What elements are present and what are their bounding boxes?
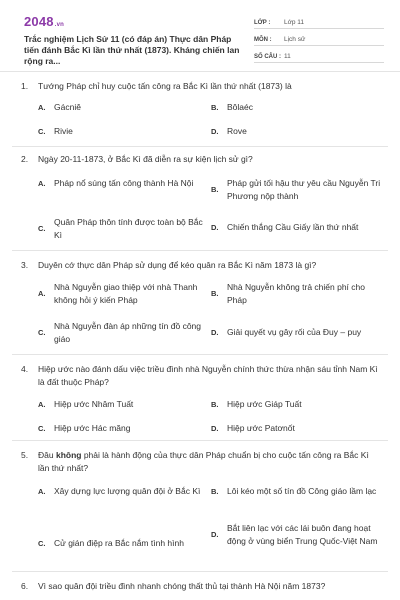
meta-label: MÔN : — [254, 37, 272, 43]
meta-value[interactable]: Lịch sử — [284, 36, 306, 43]
option-letter: C. — [38, 126, 46, 136]
option-letter: B. — [211, 399, 219, 409]
option-c[interactable] — [38, 537, 208, 550]
option-letter: C. — [38, 423, 46, 433]
question-text-post: phải là hành động của thực dân Pháp chuẩn bị cho cuộc tấn công ra Bắc Kì lần thứ nhất? — [38, 450, 369, 473]
divider — [12, 440, 388, 441]
option-b[interactable] — [211, 281, 381, 306]
option-letter: C. — [38, 538, 46, 548]
option-a[interactable] — [38, 101, 208, 114]
option-text: Lôi kéo một số tín đồ Công giáo lầm lạc — [227, 486, 377, 496]
option-letter: B. — [211, 102, 219, 112]
option-text: Gácniê — [54, 102, 81, 112]
option-letter: B. — [211, 185, 219, 194]
option-b[interactable] — [211, 485, 381, 498]
meta-value[interactable]: Lớp 11 — [284, 19, 305, 26]
option-text: Nhà Nguyễn không trả chiến phí cho Pháp — [227, 282, 365, 305]
option-text: Rove — [227, 126, 247, 136]
option-text: Rivie — [54, 126, 73, 136]
option-a[interactable] — [38, 177, 208, 190]
option-letter: D. — [211, 327, 219, 337]
option-c[interactable] — [38, 216, 208, 241]
logo-suffix: .vn — [54, 22, 65, 28]
option-text: Hiệp ước Giáp Tuất — [227, 399, 302, 409]
option-d[interactable] — [211, 422, 381, 435]
option-letter: D. — [211, 222, 219, 232]
question-text: Hiệp ước nào đánh dấu việc triều đình nhà Nguyễn chính thức thừa nhận sáu tỉnh Nam Kì là đất thuộc Pháp? — [38, 364, 378, 387]
logo-text: 2048 — [24, 14, 54, 29]
option-a[interactable] — [38, 281, 208, 306]
option-d[interactable] — [211, 221, 381, 234]
option-d[interactable] — [211, 326, 381, 339]
question-text: Duyên cớ thực dân Pháp sử dụng để kéo quân ra Bắc Kì năm 1873 là gì? — [38, 260, 317, 270]
meta-row-subject — [254, 33, 384, 46]
meta-row-count — [254, 50, 384, 63]
question-number: 4. — [21, 364, 29, 374]
question-text: Ngày 20-11-1873, ở Bắc Kì đã diễn ra sự kiện lịch sử gì? — [38, 154, 253, 164]
option-letter: A. — [38, 178, 46, 188]
option-b[interactable] — [211, 101, 381, 114]
option-letter: B. — [211, 289, 219, 298]
option-text: Pháp gửi tối hậu thư yêu cầu Nguyễn Tri Phương nộp thành — [227, 178, 381, 201]
question-text-emphasis: không — [55, 450, 82, 460]
header — [0, 0, 400, 72]
option-c[interactable] — [38, 320, 208, 345]
option-letter: D. — [211, 423, 219, 433]
option-letter: D. — [211, 530, 219, 539]
option-letter: B. — [211, 486, 219, 496]
option-d[interactable] — [211, 125, 381, 138]
page-title: Trắc nghiệm Lịch Sử 11 (có đáp án) Thực dân Pháp tiến đánh Bắc Kì lần thứ nhất (1873). Kháng chiến lan rộng ra... — [24, 34, 240, 66]
option-c[interactable] — [38, 422, 208, 435]
option-text: Quân Pháp thôn tính được toàn bộ Bắc Kì — [54, 217, 203, 240]
option-text: Chiến thắng Cầu Giấy lần thứ nhất — [227, 222, 359, 232]
option-text: Hiệp ước Patơnốt — [227, 423, 295, 433]
site-logo[interactable] — [24, 14, 64, 29]
divider — [12, 250, 388, 251]
question-number: 6. — [21, 581, 29, 591]
option-letter: A. — [38, 289, 46, 298]
divider — [12, 354, 388, 355]
option-c[interactable] — [38, 125, 208, 138]
option-text: Hiệp ước Hác măng — [54, 423, 131, 433]
option-text: Pháp nổ súng tấn công thành Hà Nội — [54, 178, 194, 188]
option-text: Nhà Nguyễn đàn áp những tín đồ công giáo — [54, 321, 201, 344]
option-letter: C. — [38, 224, 46, 233]
meta-label: LỚP : — [254, 20, 271, 26]
question-number: 3. — [21, 260, 29, 270]
question-text: Vì sao quân đội triều đình nhanh chóng thất thủ tại thành Hà Nội năm 1873? — [38, 581, 326, 591]
option-letter: C. — [38, 328, 46, 337]
option-text: Nhà Nguyễn giao thiệp với nhà Thanh không hỏi ý kiến Pháp — [54, 282, 198, 305]
option-text: Cử gián điệp ra Bắc nắm tình hình — [54, 538, 184, 548]
meta-label: SỐ CÂU : — [254, 54, 281, 60]
divider — [12, 146, 388, 147]
question-number: 1. — [21, 81, 29, 91]
option-text: Hiệp ước Nhâm Tuất — [54, 399, 134, 409]
question-number: 5. — [21, 450, 29, 460]
question-text — [38, 449, 378, 474]
option-letter: A. — [38, 486, 46, 496]
option-a[interactable] — [38, 398, 208, 411]
meta-value: 11 — [284, 53, 291, 60]
option-a[interactable] — [38, 485, 208, 498]
option-letter: D. — [211, 126, 219, 136]
question-number: 2. — [21, 154, 29, 164]
question-text: Tướng Pháp chỉ huy cuộc tấn công ra Bắc Kì lần thứ nhất (1873) là — [38, 81, 292, 91]
option-text: Bôlaéc — [227, 102, 253, 112]
option-d[interactable] — [211, 522, 381, 547]
option-b[interactable] — [211, 398, 381, 411]
meta-row-class — [254, 16, 384, 29]
meta-info — [254, 16, 384, 67]
option-b[interactable] — [211, 177, 381, 202]
option-text: Bắt liên lạc với các lái buôn đang hoạt động ở vùng biển Trung Quốc-Việt Nam — [227, 523, 378, 546]
question-text-pre: Đâu — [38, 450, 56, 460]
option-letter: A. — [38, 399, 46, 409]
option-text: Giải quyết vụ gây rối của Đuy – puy — [227, 327, 362, 337]
divider — [12, 571, 388, 572]
option-letter: A. — [38, 102, 46, 112]
option-text: Xây dựng lực lượng quân đội ở Bắc Kì — [54, 486, 201, 496]
